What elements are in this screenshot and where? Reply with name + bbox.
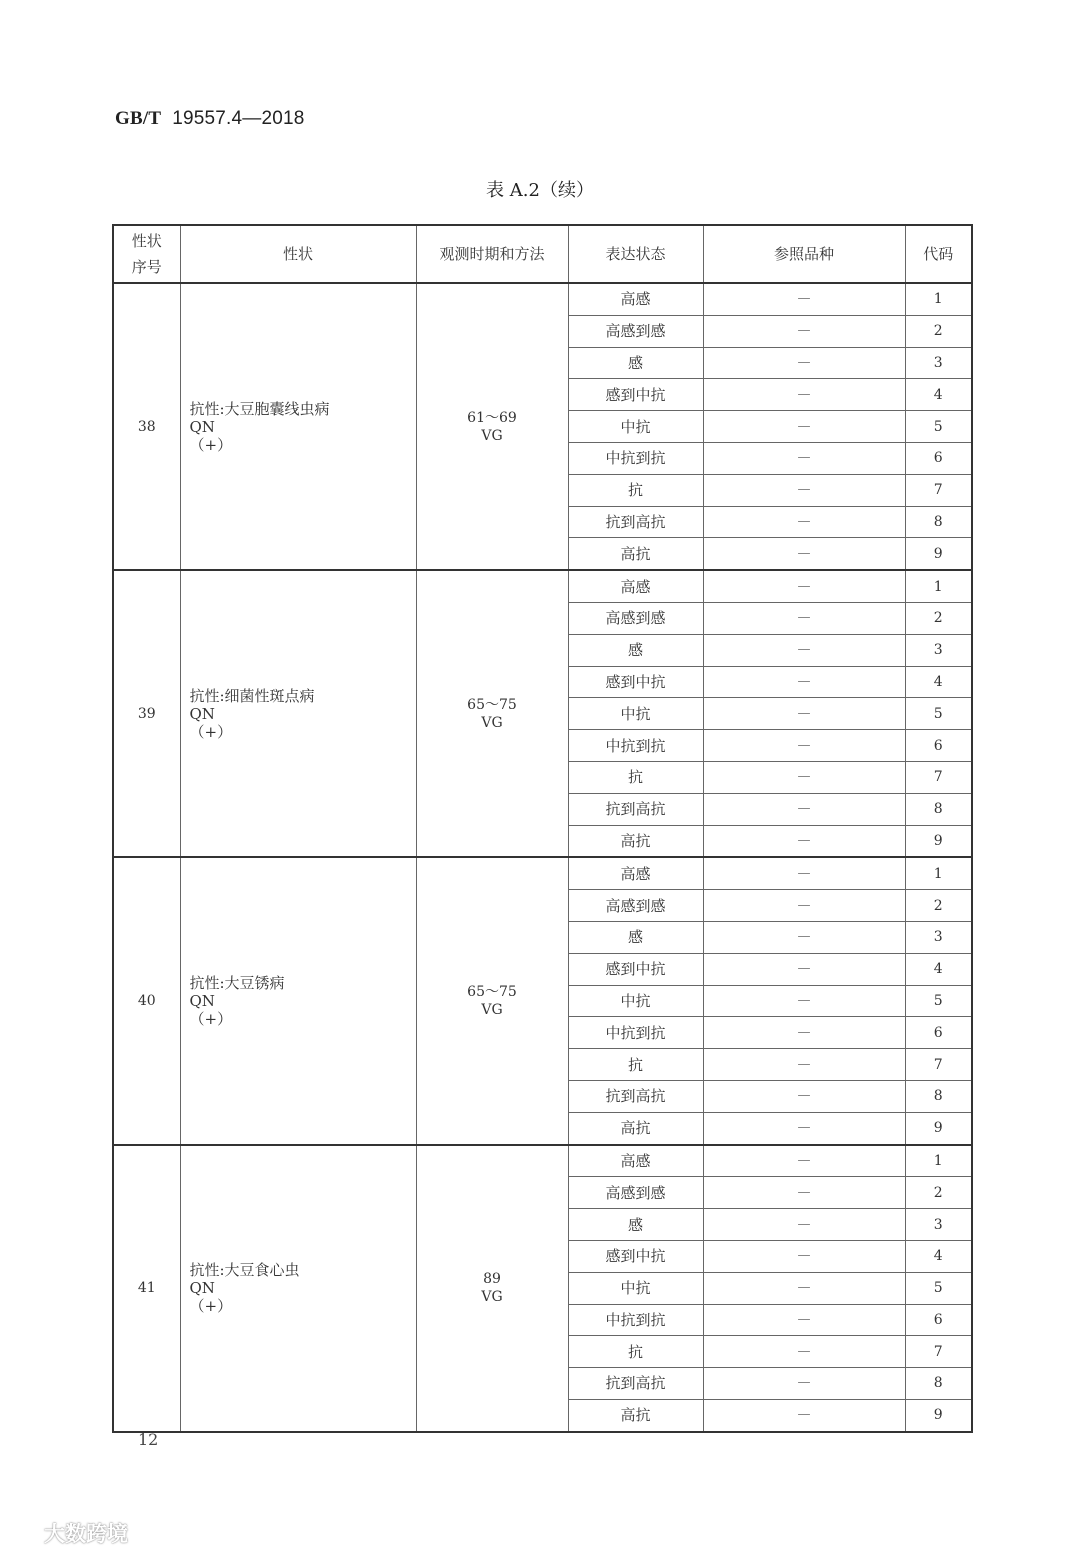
- trait-cell: [180, 857, 416, 1144]
- reference-cell: —: [703, 1240, 905, 1272]
- code-cell: 8: [905, 1368, 972, 1400]
- reference-cell: —: [703, 985, 905, 1017]
- state-cell: 中抗到抗: [568, 1304, 703, 1336]
- state-cell: 感到中抗: [568, 1240, 703, 1272]
- trait-table: [112, 224, 973, 1433]
- code-cell: 1: [905, 1145, 972, 1177]
- trait-seq-cell: 40: [113, 857, 180, 1144]
- reference-cell: —: [703, 857, 905, 889]
- trait-type-text: QN: [189, 704, 215, 723]
- reference-cell: —: [703, 1177, 905, 1209]
- standard-number: 19557.4—2018: [172, 108, 305, 129]
- trait-cell: [180, 1145, 416, 1432]
- state-cell: 高抗: [568, 538, 703, 570]
- state-cell: 抗到高抗: [568, 1368, 703, 1400]
- header-trait: 性状: [180, 225, 416, 283]
- table-row: [113, 283, 972, 315]
- state-cell: 感: [568, 347, 703, 379]
- method-stage-text: 61～69: [467, 409, 517, 426]
- trait-mark-text: （+）: [189, 722, 233, 741]
- state-cell: 感到中抗: [568, 666, 703, 698]
- reference-cell: —: [703, 474, 905, 506]
- code-cell: 4: [905, 953, 972, 985]
- trait-cell: [180, 570, 416, 857]
- code-cell: 9: [905, 825, 972, 857]
- method-stage-text: 65～75: [467, 696, 517, 713]
- reference-cell: —: [703, 1399, 905, 1431]
- trait-cell: [180, 283, 416, 570]
- code-cell: 4: [905, 1240, 972, 1272]
- state-cell: 高感到感: [568, 1177, 703, 1209]
- code-cell: 2: [905, 315, 972, 347]
- trait-seq-cell: 38: [113, 283, 180, 570]
- reference-cell: —: [703, 1336, 905, 1368]
- code-cell: 5: [905, 411, 972, 443]
- state-cell: 感: [568, 634, 703, 666]
- reference-cell: —: [703, 953, 905, 985]
- code-cell: 5: [905, 985, 972, 1017]
- code-cell: 5: [905, 1272, 972, 1304]
- table-row: [113, 1145, 972, 1177]
- state-cell: 中抗到抗: [568, 1017, 703, 1049]
- code-cell: 7: [905, 1336, 972, 1368]
- trait-seq-cell: 41: [113, 1145, 180, 1432]
- code-cell: 5: [905, 698, 972, 730]
- state-cell: 中抗: [568, 698, 703, 730]
- code-cell: 2: [905, 890, 972, 922]
- method-code-text: VG: [481, 714, 503, 731]
- header-code: 代码: [905, 225, 972, 283]
- state-cell: 高抗: [568, 825, 703, 857]
- trait-mark-text: （+）: [189, 1297, 233, 1316]
- header-seq: 性状序号: [113, 225, 180, 283]
- state-cell: 抗到高抗: [568, 1080, 703, 1112]
- reference-cell: —: [703, 793, 905, 825]
- trait-name-text: 抗性:大豆锈病: [189, 973, 285, 992]
- code-cell: 4: [905, 666, 972, 698]
- state-cell: 高抗: [568, 1399, 703, 1431]
- trait-seq-cell: 39: [113, 570, 180, 857]
- watermark-text: 大数跨境: [44, 1522, 128, 1546]
- trait-name-text: 抗性:大豆食心虫: [189, 1261, 300, 1280]
- table-title: 表 A.2（续）: [486, 180, 594, 201]
- code-cell: 1: [905, 857, 972, 889]
- reference-cell: —: [703, 921, 905, 953]
- reference-cell: —: [703, 761, 905, 793]
- state-cell: 感到中抗: [568, 379, 703, 411]
- state-cell: 高感: [568, 857, 703, 889]
- state-cell: 高感: [568, 283, 703, 315]
- header-row: [113, 225, 972, 283]
- reference-cell: —: [703, 1304, 905, 1336]
- method-cell: [416, 570, 568, 857]
- code-cell: 8: [905, 793, 972, 825]
- state-cell: 抗: [568, 474, 703, 506]
- watermark: [8, 1518, 128, 1548]
- reference-cell: —: [703, 506, 905, 538]
- state-cell: 抗到高抗: [568, 506, 703, 538]
- code-cell: 3: [905, 921, 972, 953]
- state-cell: 感: [568, 921, 703, 953]
- code-cell: 6: [905, 1017, 972, 1049]
- reference-cell: —: [703, 730, 905, 762]
- method-code-text: VG: [481, 1001, 503, 1018]
- watermark-logo-icon: [8, 1520, 38, 1546]
- method-cell: [416, 857, 568, 1144]
- code-cell: 1: [905, 570, 972, 602]
- table-row: [113, 570, 972, 602]
- code-cell: 3: [905, 347, 972, 379]
- reference-cell: —: [703, 1209, 905, 1241]
- code-cell: 3: [905, 634, 972, 666]
- code-cell: 4: [905, 379, 972, 411]
- code-cell: 7: [905, 1049, 972, 1081]
- trait-mark-text: （+）: [189, 1009, 233, 1028]
- state-cell: 中抗: [568, 985, 703, 1017]
- reference-cell: —: [703, 890, 905, 922]
- reference-cell: —: [703, 1368, 905, 1400]
- trait-name-text: 抗性:细菌性斑点病: [189, 686, 315, 705]
- reference-cell: —: [703, 825, 905, 857]
- method-code-text: VG: [481, 1289, 503, 1306]
- state-cell: 感到中抗: [568, 953, 703, 985]
- reference-cell: —: [703, 379, 905, 411]
- code-cell: 8: [905, 1080, 972, 1112]
- state-cell: 抗: [568, 1336, 703, 1368]
- table-body: [113, 283, 972, 1432]
- code-cell: 3: [905, 1209, 972, 1241]
- trait-type-text: QN: [189, 991, 215, 1010]
- state-cell: 高感到感: [568, 890, 703, 922]
- reference-cell: —: [703, 538, 905, 570]
- state-cell: 中抗: [568, 1272, 703, 1304]
- reference-cell: —: [703, 570, 905, 602]
- code-cell: 7: [905, 761, 972, 793]
- state-cell: 抗到高抗: [568, 793, 703, 825]
- reference-cell: —: [703, 411, 905, 443]
- method-stage-text: 89: [483, 1271, 501, 1288]
- state-cell: 中抗: [568, 411, 703, 443]
- trait-type-text: QN: [189, 417, 215, 436]
- reference-cell: —: [703, 698, 905, 730]
- code-cell: 2: [905, 602, 972, 634]
- trait-type-text: QN: [189, 1279, 215, 1298]
- method-cell: [416, 1145, 568, 1432]
- reference-cell: —: [703, 1145, 905, 1177]
- code-cell: 9: [905, 538, 972, 570]
- method-cell: [416, 283, 568, 570]
- state-cell: 高抗: [568, 1112, 703, 1144]
- reference-cell: —: [703, 315, 905, 347]
- code-cell: 8: [905, 506, 972, 538]
- reference-cell: —: [703, 283, 905, 315]
- code-cell: 1: [905, 283, 972, 315]
- reference-cell: —: [703, 1080, 905, 1112]
- reference-cell: —: [703, 634, 905, 666]
- trait-mark-text: （+）: [189, 435, 233, 454]
- table-header: [113, 225, 972, 283]
- code-cell: 7: [905, 474, 972, 506]
- code-cell: 9: [905, 1399, 972, 1431]
- state-cell: 高感: [568, 1145, 703, 1177]
- state-cell: 感: [568, 1209, 703, 1241]
- code-cell: 6: [905, 730, 972, 762]
- code-cell: 2: [905, 1177, 972, 1209]
- reference-cell: —: [703, 1272, 905, 1304]
- header-reference: 参照品种: [703, 225, 905, 283]
- reference-cell: —: [703, 347, 905, 379]
- standard-prefix: GB/T: [115, 108, 162, 129]
- state-cell: 高感: [568, 570, 703, 602]
- state-cell: 高感到感: [568, 602, 703, 634]
- reference-cell: —: [703, 666, 905, 698]
- document-header: [115, 108, 305, 130]
- reference-cell: —: [703, 1112, 905, 1144]
- header-state: 表达状态: [568, 225, 703, 283]
- page-number: 12: [138, 1430, 159, 1449]
- code-cell: 9: [905, 1112, 972, 1144]
- method-stage-text: 65～75: [467, 983, 517, 1000]
- code-cell: 6: [905, 442, 972, 474]
- table-row: [113, 857, 972, 889]
- state-cell: 高感到感: [568, 315, 703, 347]
- state-cell: 中抗到抗: [568, 730, 703, 762]
- code-cell: 6: [905, 1304, 972, 1336]
- method-code-text: VG: [481, 427, 503, 444]
- state-cell: 抗: [568, 1049, 703, 1081]
- reference-cell: —: [703, 1049, 905, 1081]
- trait-name-text: 抗性:大豆胞囊线虫病: [189, 399, 330, 418]
- state-cell: 抗: [568, 761, 703, 793]
- reference-cell: —: [703, 1017, 905, 1049]
- header-method: 观测时期和方法: [416, 225, 568, 283]
- reference-cell: —: [703, 442, 905, 474]
- reference-cell: —: [703, 602, 905, 634]
- state-cell: 中抗到抗: [568, 442, 703, 474]
